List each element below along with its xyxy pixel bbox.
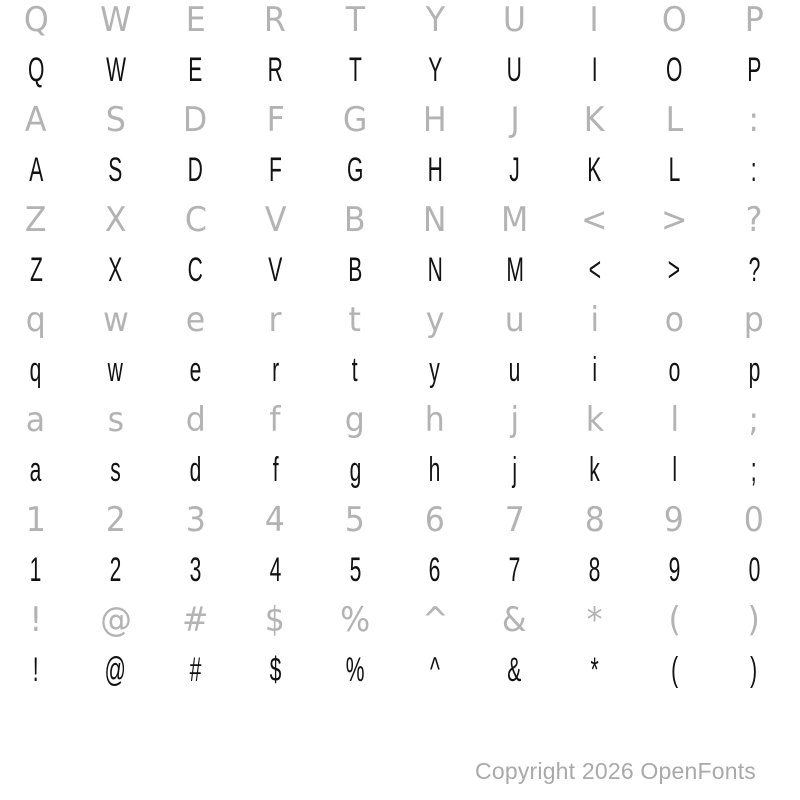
- glyph-cell: [25, 300, 47, 340]
- glyph-cell: [671, 453, 679, 487]
- glyph: %: [345, 651, 365, 689]
- glyph-cell: [669, 653, 680, 687]
- glyph-cell: [669, 400, 679, 440]
- glyph-row-8-black: [0, 345, 794, 395]
- glyph: B: [344, 200, 366, 240]
- glyph-cell: [422, 100, 448, 140]
- glyph-cell: [31, 653, 40, 687]
- glyph: i: [592, 351, 597, 389]
- glyph: 1: [25, 500, 46, 540]
- glyph-cell: [501, 253, 529, 287]
- glyph: 4: [269, 551, 282, 589]
- glyph: T: [345, 0, 365, 40]
- glyph-cell: [181, 600, 210, 640]
- glyph-cell: [663, 500, 685, 540]
- glyph: <: [581, 200, 608, 240]
- glyph: M: [505, 251, 524, 289]
- glyph-row-13-gray: [0, 595, 794, 645]
- glyph: E: [188, 51, 203, 89]
- glyph-cell: [269, 400, 281, 440]
- glyph: g: [349, 451, 361, 489]
- glyph: q: [30, 351, 42, 389]
- glyph: W: [105, 51, 126, 89]
- glyph-cell: [346, 553, 365, 587]
- glyph: f: [272, 451, 279, 489]
- glyph: (: [668, 600, 681, 640]
- glyph-cell: [185, 400, 207, 440]
- glyph: V: [264, 200, 287, 240]
- glyph: @: [99, 600, 132, 640]
- glyph: L: [668, 151, 681, 189]
- glyph-cell: [345, 53, 366, 87]
- glyph: j: [510, 400, 520, 440]
- glyph-cell: [506, 153, 523, 187]
- glyph-cell: [184, 53, 207, 87]
- glyph-cell: [264, 200, 287, 240]
- glyph: e: [189, 351, 202, 389]
- glyph: P: [744, 0, 764, 40]
- glyph: o: [668, 351, 681, 389]
- glyph-cell: [23, 0, 50, 40]
- glyph-cell: [183, 253, 208, 287]
- glyph-cell: [585, 553, 604, 587]
- glyph: B: [348, 251, 363, 289]
- glyph-cell: [185, 0, 206, 40]
- glyph-cell: [105, 100, 127, 140]
- glyph-cell: [589, 0, 600, 40]
- glyph: W: [100, 0, 132, 40]
- glyph-row-7-gray: [0, 295, 794, 345]
- glyph: k: [585, 400, 604, 440]
- glyph-cell: [342, 100, 368, 140]
- glyph-cell: [25, 400, 46, 440]
- glyph-cell: [745, 553, 764, 587]
- glyph: g: [345, 400, 366, 440]
- glyph-cell: [510, 100, 520, 140]
- glyph-cell: [665, 153, 684, 187]
- glyph-cell: [24, 100, 47, 140]
- glyph: t: [352, 351, 359, 389]
- glyph-cell: [425, 300, 445, 340]
- glyph: ?: [745, 200, 763, 240]
- copyright-text: Copyright 2026 OpenFonts: [475, 758, 756, 784]
- glyph: 5: [345, 500, 366, 540]
- glyph: <: [588, 251, 601, 289]
- glyph-row-14-black: [0, 645, 794, 695]
- glyph: a: [30, 451, 42, 489]
- glyph: 3: [189, 551, 202, 589]
- glyph: @: [104, 651, 127, 689]
- glyph-cell: [271, 453, 280, 487]
- glyph-cell: [266, 100, 286, 140]
- glyph-cell: [504, 500, 526, 540]
- glyph: s: [110, 451, 121, 489]
- glyph: A: [25, 100, 47, 140]
- glyph: r: [268, 300, 282, 340]
- glyph-cell: [661, 0, 688, 40]
- glyph-cell: [505, 353, 524, 387]
- glyph: p: [748, 351, 760, 389]
- glyph-cell: [748, 653, 759, 687]
- glyph: k: [589, 451, 600, 489]
- glyph-row-1-gray: [0, 0, 794, 45]
- glyph: D: [187, 151, 204, 189]
- glyph: K: [587, 151, 602, 189]
- glyph-cell: [590, 53, 599, 87]
- glyph: &: [502, 600, 528, 640]
- glyph-cell: [585, 253, 605, 287]
- glyph: 8: [588, 551, 601, 589]
- glyph: R: [264, 0, 287, 40]
- glyph-cell: [748, 100, 760, 140]
- glyph-cell: [424, 400, 446, 440]
- glyph-cell: [590, 300, 599, 340]
- glyph-cell: [664, 253, 684, 287]
- glyph-cell: [270, 353, 281, 387]
- glyph: a: [26, 400, 46, 440]
- glyph-cell: [186, 553, 205, 587]
- glyph: 9: [664, 500, 685, 540]
- glyph: *: [590, 651, 599, 689]
- glyph-cell: [264, 253, 287, 287]
- glyph: ): [747, 600, 761, 640]
- glyph-cell: [24, 200, 47, 240]
- glyph-cell: [263, 53, 288, 87]
- glyph-cell: [266, 553, 285, 587]
- glyph: e: [185, 300, 206, 340]
- glyph-cell: [107, 400, 125, 440]
- glyph-cell: [350, 353, 359, 387]
- glyph: Z: [29, 251, 43, 289]
- glyph: ?: [748, 251, 760, 289]
- glyph: N: [427, 251, 443, 289]
- glyph-cell: [665, 353, 684, 387]
- glyph-cell: [103, 353, 128, 387]
- glyph: X: [104, 200, 127, 240]
- glyph-cell: [423, 253, 448, 287]
- glyph-cell: [348, 300, 362, 340]
- glyph: j: [512, 451, 518, 489]
- glyph: l: [669, 400, 679, 440]
- glyph-cell: [339, 600, 371, 640]
- glyph-cell: [26, 453, 45, 487]
- glyph: 2: [109, 551, 122, 589]
- glyph: r: [271, 351, 279, 389]
- glyph: p: [744, 300, 765, 340]
- glyph-cell: [744, 0, 765, 40]
- glyph: O: [661, 0, 687, 40]
- glyph-cell: [425, 0, 446, 40]
- glyph: R: [267, 51, 283, 89]
- glyph: $: [265, 600, 286, 640]
- glyph-row-9-gray: [0, 395, 794, 445]
- glyph-cell: [743, 500, 765, 540]
- glyph-cell: [29, 600, 43, 640]
- glyph-row-10-black: [0, 445, 794, 495]
- glyph: S: [105, 100, 126, 140]
- glyph-cell: [660, 200, 689, 240]
- glyph-cell: [104, 253, 127, 287]
- glyph: f: [269, 400, 281, 440]
- glyph: #: [182, 600, 209, 640]
- glyph-cell: [661, 53, 687, 87]
- glyph: K: [584, 100, 605, 140]
- glyph: 6: [424, 500, 445, 540]
- glyph: 8: [584, 500, 605, 540]
- glyph: ^: [421, 600, 449, 640]
- glyph: ): [750, 651, 758, 689]
- glyph-cell: [264, 500, 286, 540]
- glyph-cell: [186, 453, 205, 487]
- glyph: >: [668, 251, 681, 289]
- glyph-cell: [26, 253, 47, 287]
- glyph: h: [429, 451, 441, 489]
- glyph: 1: [30, 551, 42, 589]
- glyph: P: [747, 51, 762, 89]
- glyph: d: [189, 451, 202, 489]
- glyph: !: [32, 651, 39, 689]
- glyph-cell: [104, 200, 127, 240]
- glyph-cell: [745, 353, 764, 387]
- glyph: 7: [504, 500, 525, 540]
- glyph-cell: [424, 500, 446, 540]
- glyph: J: [510, 100, 520, 140]
- glyph-cell: [186, 653, 205, 687]
- glyph: I: [591, 51, 598, 89]
- glyph: Q: [23, 0, 49, 40]
- glyph: 6: [429, 551, 441, 589]
- glyph: t: [348, 300, 362, 340]
- glyph: :: [748, 100, 760, 140]
- glyph: $: [269, 651, 282, 689]
- glyph: Y: [427, 51, 442, 89]
- glyph: J: [509, 151, 520, 189]
- glyph-cell: [425, 453, 444, 487]
- glyph-cell: [585, 400, 605, 440]
- glyph-cell: [505, 553, 524, 587]
- glyph: D: [183, 100, 208, 140]
- glyph: S: [108, 151, 123, 189]
- glyph: s: [107, 400, 124, 440]
- glyph: o: [664, 300, 684, 340]
- glyph: q: [25, 300, 46, 340]
- glyph: H: [423, 100, 447, 140]
- glyph-cell: [591, 353, 599, 387]
- glyph: Z: [25, 200, 47, 240]
- glyph-cell: [105, 500, 127, 540]
- glyph-cell: [583, 100, 605, 140]
- glyph-cell: [510, 400, 520, 440]
- glyph: Y: [425, 0, 445, 40]
- glyph-cell: [665, 553, 684, 587]
- glyph: %: [340, 600, 371, 640]
- glyph: ;: [748, 400, 760, 440]
- glyph: U: [503, 0, 527, 40]
- glyph: A: [28, 151, 43, 189]
- glyph: C: [187, 251, 204, 289]
- glyph-cell: [26, 353, 45, 387]
- glyph: X: [108, 251, 123, 289]
- glyph: *: [586, 600, 603, 640]
- glyph: E: [185, 0, 206, 40]
- glyph-cell: [745, 253, 764, 287]
- glyph: F: [268, 151, 282, 189]
- glyph: ^: [429, 651, 440, 689]
- glyph-cell: [185, 500, 207, 540]
- glyph: 7: [508, 551, 521, 589]
- glyph: 0: [748, 551, 760, 589]
- glyph-cell: [745, 200, 763, 240]
- glyph-cell: [25, 500, 47, 540]
- glyph-cell: [102, 300, 130, 340]
- glyph-cell: [183, 153, 208, 187]
- glyph-row-12-black: [0, 545, 794, 595]
- glyph: L: [665, 100, 684, 140]
- glyph: #: [189, 651, 202, 689]
- glyph: (: [670, 651, 678, 689]
- glyph-row-11-gray: [0, 495, 794, 545]
- glyph: h: [424, 400, 445, 440]
- glyph: y: [429, 351, 441, 389]
- glyph-cell: [427, 653, 443, 687]
- glyph: U: [507, 51, 523, 89]
- glyph-cell: [344, 400, 366, 440]
- glyph-cell: [346, 453, 365, 487]
- glyph-cell: [104, 153, 127, 187]
- glyph: >: [661, 200, 688, 240]
- glyph: 9: [668, 551, 681, 589]
- glyph-cell: [421, 600, 450, 640]
- glyph-cell: [580, 200, 609, 240]
- glyph-cell: [423, 153, 448, 187]
- glyph-cell: [584, 500, 606, 540]
- glyph-cell: [99, 0, 133, 40]
- glyph-cell: [25, 153, 48, 187]
- glyph-cell: [99, 600, 133, 640]
- glyph-cell: [425, 553, 444, 587]
- glyph-cell: [588, 653, 601, 687]
- glyph-cell: [98, 653, 133, 687]
- glyph-cell: [743, 53, 766, 87]
- glyph-cell: [586, 453, 603, 487]
- glyph-cell: [107, 453, 124, 487]
- glyph: G: [346, 151, 364, 189]
- glyph-cell: [265, 153, 286, 187]
- glyph: G: [342, 100, 368, 140]
- glyph: H: [427, 151, 443, 189]
- glyph-cell: [743, 300, 765, 340]
- glyph: u: [504, 300, 525, 340]
- glyph-cell: [344, 500, 366, 540]
- glyph-cell: [501, 600, 528, 640]
- glyph-cell: [344, 253, 367, 287]
- glyph-row-5-gray: [0, 195, 794, 245]
- glyph-cell: [263, 0, 287, 40]
- glyph-cell: [586, 600, 603, 640]
- glyph-cell: [100, 53, 132, 87]
- glyph-row-2-black: [0, 45, 794, 95]
- glyph: !: [29, 600, 43, 640]
- glyph: M: [501, 200, 529, 240]
- glyph-cell: [503, 653, 526, 687]
- glyph-cell: [511, 453, 519, 487]
- glyph-cell: [340, 653, 370, 687]
- glyph: 0: [744, 500, 765, 540]
- glyph-cell: [184, 200, 208, 240]
- glyph-cell: [504, 300, 526, 340]
- glyph-cell: [343, 200, 366, 240]
- glyph-cell: [26, 553, 45, 587]
- glyph: 3: [185, 500, 206, 540]
- glyph-cell: [182, 100, 208, 140]
- glyph-cell: [668, 600, 681, 640]
- glyph: d: [185, 400, 206, 440]
- glyph-cell: [502, 0, 527, 40]
- glyph: T: [348, 51, 362, 89]
- glyph: ;: [751, 451, 758, 489]
- glyph-cell: [266, 653, 285, 687]
- glyph-cell: [749, 153, 758, 187]
- glyph: i: [590, 300, 599, 340]
- glyph-row-3-gray: [0, 95, 794, 145]
- glyph-cell: [342, 153, 368, 187]
- glyph: C: [184, 200, 207, 240]
- glyph-cell: [264, 600, 286, 640]
- glyph-cell: [426, 353, 443, 387]
- glyph-cell: [185, 300, 206, 340]
- glyph: w: [102, 300, 129, 340]
- glyph: :: [751, 151, 758, 189]
- glyph-cell: [747, 600, 761, 640]
- glyph-cell: [500, 200, 529, 240]
- glyph: N: [423, 200, 447, 240]
- glyph-cell: [422, 200, 447, 240]
- glyph: y: [425, 300, 445, 340]
- glyph: V: [268, 251, 283, 289]
- glyph-cell: [23, 53, 49, 87]
- glyph-cell: [749, 453, 758, 487]
- glyph-row-6-black: [0, 245, 794, 295]
- glyph-cell: [748, 400, 760, 440]
- glyph: F: [266, 100, 285, 140]
- glyph: l: [671, 451, 677, 489]
- glyph-cell: [424, 53, 447, 87]
- glyph: u: [508, 351, 521, 389]
- glyph: &: [507, 651, 522, 689]
- glyph: 4: [265, 500, 286, 540]
- glyph-row-4-black: [0, 145, 794, 195]
- glyph-cell: [268, 300, 282, 340]
- glyph: 5: [349, 551, 361, 589]
- glyph-cell: [345, 0, 366, 40]
- glyph: w: [108, 351, 124, 389]
- glyph-cell: [664, 300, 685, 340]
- glyph-cell: [106, 553, 125, 587]
- glyph: 2: [105, 500, 126, 540]
- glyph: I: [589, 0, 600, 40]
- glyph-cell: [502, 53, 527, 87]
- glyph: O: [666, 51, 683, 89]
- glyph-cell: [665, 100, 684, 140]
- glyph-cell: [186, 353, 205, 387]
- glyph-cell: [583, 153, 606, 187]
- glyph: Q: [27, 51, 45, 89]
